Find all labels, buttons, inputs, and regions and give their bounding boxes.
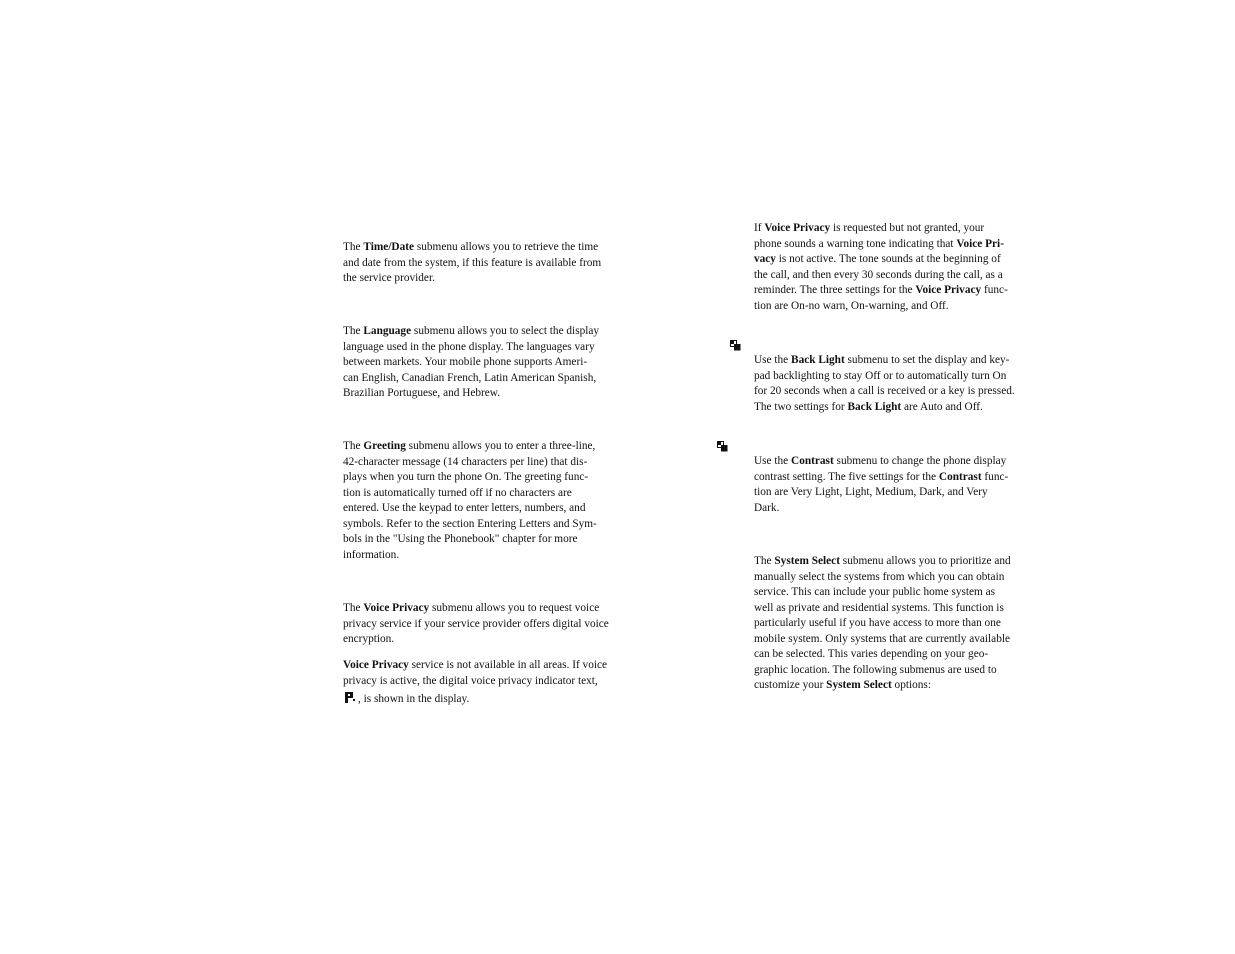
text-line: The two settings for Back Light are Auto and Off. (754, 400, 983, 413)
text-line: Dark. (754, 501, 780, 514)
voice-privacy-note-paragraph (343, 658, 607, 708)
text-line: If Voice Privacy is requested but not granted, your (754, 222, 985, 234)
voice-privacy-continued-paragraph (754, 221, 1008, 314)
text-line: The Time/Date submenu allows you to retrieve the time (343, 241, 599, 253)
text-line: The System Select submenu allows you to prioritize and (754, 555, 1011, 567)
text-line: the call, and then every 30 seconds during the call, as a (754, 268, 1003, 281)
text-line: Brazilian Portuguese, and Hebrew. (343, 387, 501, 399)
text-line: tion are Very Light, Light, Medium, Dark, and Very (754, 486, 988, 498)
text-line: phone sounds a warning tone indicating that Voice Pri- (754, 237, 1004, 250)
text-line: pad backlighting to stay Off or to automatically turn On (754, 369, 1007, 382)
text-line: customize your System Select options: (754, 679, 931, 691)
text-line: encryption. (343, 633, 395, 645)
text-line: information. (343, 548, 400, 561)
text-line: Voice Privacy service is not available in all areas. If voice (343, 659, 608, 671)
text-line: Use the Back Light submenu to set the display and key- (754, 354, 1010, 366)
text-line: can English, Canadian French, Latin American Spanish, (343, 371, 597, 384)
text-line: bols in the "Using the Phonebook" chapter for more (343, 533, 578, 545)
text-line: 42-character message (14 characters per line) that dis- (343, 455, 588, 468)
text-line: The Language submenu allows you to select the display (343, 325, 600, 337)
text-line: tion is automatically turned off if no characters are (343, 486, 572, 499)
text-line: for 20 seconds when a call is received or a key is pressed. (754, 385, 1015, 397)
text-line: and date from the system, if this feature is available from (343, 256, 602, 269)
greeting-paragraph (343, 439, 597, 563)
voice-privacy-indicator-icon (345, 692, 356, 703)
text-line: privacy service if your service provider offers digital voice (343, 617, 609, 630)
system-select-paragraph (754, 554, 1011, 694)
menu-shortcut-icon (730, 340, 741, 351)
voice-privacy-paragraph (343, 601, 609, 648)
text-line: symbols. Refer to the section Entering Letters and Sym- (343, 517, 597, 530)
text-line: The Greeting submenu allows you to enter a three-line, (343, 440, 596, 452)
contrast-paragraph (754, 454, 1008, 516)
text-line: privacy is active, the digital voice privacy indicator text, (343, 674, 598, 687)
text-line: vacy is not active. The tone sounds at the beginning of (754, 253, 1001, 265)
text-line: language used in the phone display. The languages vary (343, 340, 595, 353)
text-line: , is shown in the display. (343, 692, 607, 708)
text-line: entered. Use the keypad to enter letters, numbers, and (343, 502, 586, 514)
text-line: the service provider. (343, 272, 435, 284)
text-line: The Voice Privacy submenu allows you to request voice (343, 602, 600, 614)
text-line: contrast setting. The five settings for the Contrast func- (754, 470, 1009, 483)
text-line: service. This can include your public home system as (754, 586, 996, 598)
text-line: can be selected. This varies depending on your geo- (754, 648, 989, 660)
back-light-paragraph (754, 353, 1015, 415)
text-line: tion are On-no warn, On-warning, and Off. (754, 299, 949, 312)
language-paragraph (343, 324, 599, 402)
time-date-paragraph (343, 240, 601, 287)
text-line: manually select the systems from which you can obtain (754, 570, 1005, 583)
text-line: mobile system. Only systems that are currently available (754, 632, 1010, 645)
text-line: graphic location. The following submenus are used to (754, 663, 997, 676)
text-line: reminder. The three settings for the Voice Privacy func- (754, 284, 1008, 296)
text-line: plays when you turn the phone On. The greeting func- (343, 471, 589, 483)
menu-shortcut-icon (717, 441, 728, 452)
text-line: between markets. Your mobile phone supports Ameri- (343, 356, 588, 368)
text-line: particularly useful if you have access to more than one (754, 617, 1001, 629)
text-line: Use the Contrast submenu to change the phone display (754, 455, 1007, 467)
text-line: well as private and residential systems. This function is (754, 601, 1004, 614)
